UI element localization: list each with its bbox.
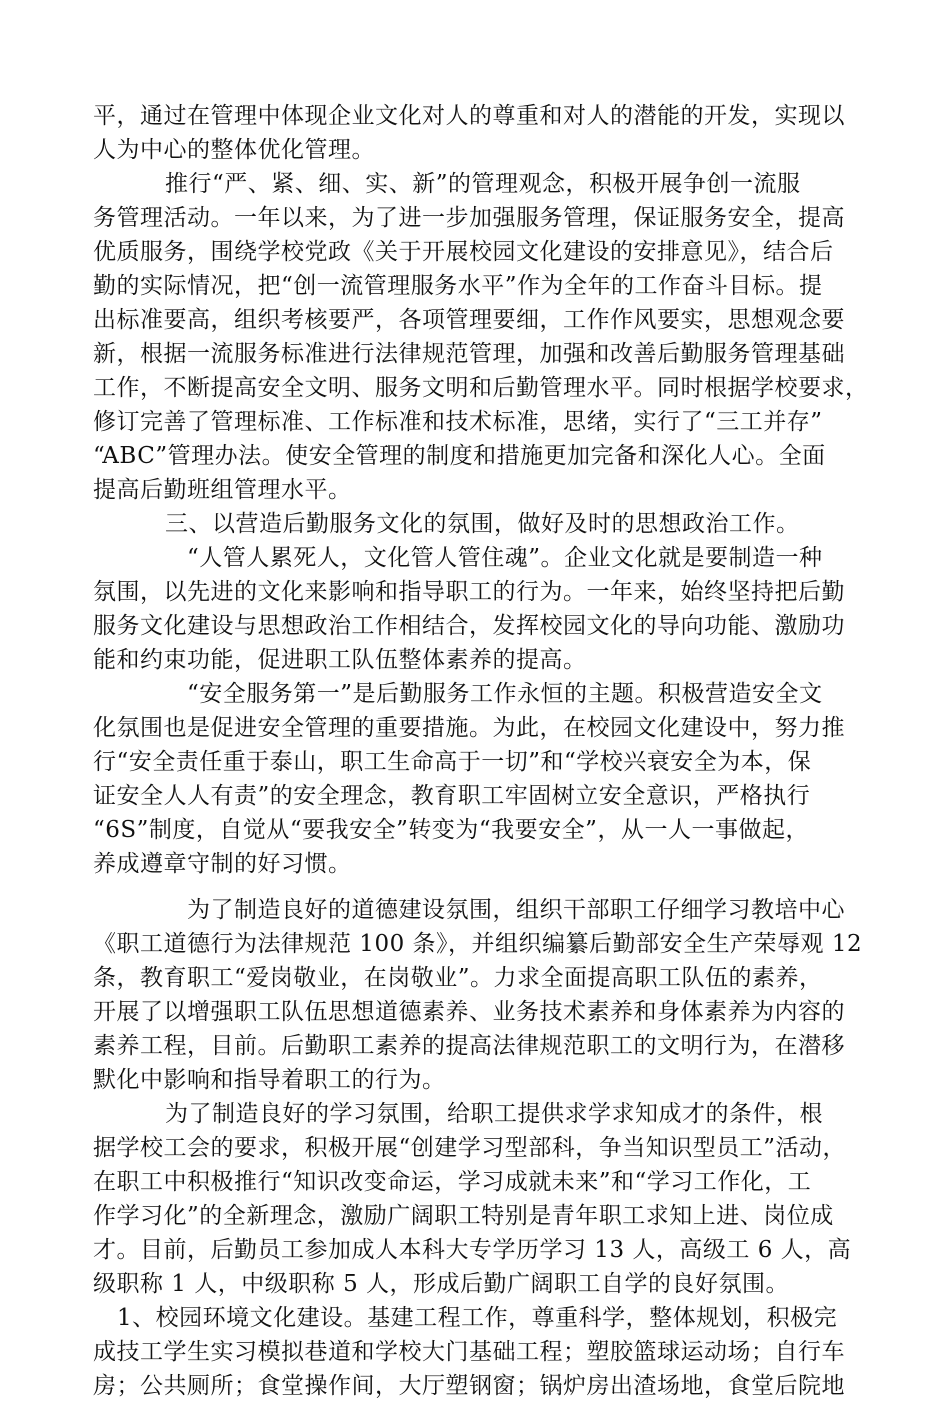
text-line: 修订完善了管理标准、工作标准和技术标准，思绪，实行了“三工并存” — [93, 409, 823, 435]
text-line: 平，通过在管理中体现企业文化对人的尊重和对人的潜能的开发，实现以 — [93, 103, 845, 129]
text-line: 人为中心的整体优化管理。 — [93, 137, 375, 163]
paragraph-start: 为了制造良好的道德建设氛围，组织干部职工仔细学习教培中心 — [187, 897, 845, 923]
text-line: “6S”制度，自觉从“要我安全”转变为“我要安全”，从一人一事做起， — [93, 817, 809, 843]
text-line: 优质服务，围绕学校党政《关于开展校园文化建设的安排意见》，结合后 — [93, 239, 834, 265]
text-line: 工作，不断提高安全文明、服务文明和后勤管理水平。同时根据学校要求， — [93, 375, 869, 401]
paragraph-start: “人管人累死人，文化管人管住魂”。企业文化就是要制造一种 — [187, 545, 823, 571]
text-line: 服务文化建设与思想政治工作相结合，发挥校园文化的导向功能、激励功 — [93, 613, 845, 639]
document-body — [93, 99, 883, 1403]
text-line: 行“安全责任重于泰山，职工生命高于一切”和“学校兴衰安全为本，保 — [93, 749, 812, 775]
text-line: 新，根据一流服务标准进行法律规范管理，加强和改善后勤服务管理基础 — [93, 341, 845, 367]
text-line: 能和约束功能，促进职工队伍整体素养的提高。 — [93, 647, 587, 673]
text-line: 级职称 1 人，中级职称 5 人，形成后勤广阔职工自学的良好氛围。 — [93, 1271, 790, 1297]
text-line: 才。目前，后勤员工参加成人本科大专学历学习 13 人，高级工 6 人，高 — [93, 1237, 852, 1263]
paragraph-start: 1、校园环境文化建设。基建工程工作，尊重科学，整体规划，积极完 — [117, 1305, 838, 1331]
text-line: 开展了以增强职工队伍思想道德素养、业务技术素养和身体素养为内容的 — [93, 999, 845, 1025]
text-line: 提高后勤班组管理水平。 — [93, 477, 352, 503]
text-line: 房；公共厕所；食堂操作间，大厅塑钢窗；锅炉房出渣场地，食堂后院地 — [93, 1373, 845, 1399]
section-heading: 三、以营造后勤服务文化的氛围，做好及时的思想政治工作。 — [165, 511, 800, 537]
text-line: 据学校工会的要求，积极开展“创建学习型部科，争当知识型员工”活动， — [93, 1135, 847, 1161]
text-line: 养成遵章守制的好习惯。 — [93, 851, 352, 877]
paragraph-start: 为了制造良好的学习氛围，给职工提供求学求知成才的条件，根 — [165, 1101, 823, 1127]
text-line: “ABC”管理办法。使安全管理的制度和措施更加完备和深化人心。全面 — [93, 443, 826, 469]
text-line: 默化中影响和指导着职工的行为。 — [93, 1067, 446, 1093]
text-line: 作学习化”的全新理念，激励广阔职工特别是青年职工求知上进、岗位成 — [93, 1203, 834, 1229]
text-line: 成技工学生实习模拟巷道和学校大门基础工程；塑胶篮球运动场；自行车 — [93, 1339, 845, 1365]
text-line: 在职工中积极推行“知识改变命运，学习成就未来”和“学习工作化，工 — [93, 1169, 812, 1195]
text-line: 化氛围也是促进安全管理的重要措施。为此，在校园文化建设中，努力推 — [93, 715, 845, 741]
text-line: 证安全人人有责”的安全理念，教育职工牢固树立安全意识，严格执行 — [93, 783, 811, 809]
text-line: 勤的实际情况，把“创一流管理服务水平”作为全年的工作奋斗目标。提 — [93, 273, 823, 299]
text-line: 《职工道德行为法律规范 100 条》，并组织编纂后勤部安全生产荣辱观 12 — [93, 931, 863, 957]
paragraph-start: “安全服务第一”是后勤服务工作永恒的主题。积极营造安全文 — [187, 681, 823, 707]
text-line: 务管理活动。一年以来，为了进一步加强服务管理，保证服务安全，提高 — [93, 205, 845, 231]
text-line: 素养工程，目前。后勤职工素养的提高法律规范职工的文明行为，在潜移 — [93, 1033, 845, 1059]
text-line: 氛围，以先进的文化来影响和指导职工的行为。一年来，始终坚持把后勤 — [93, 579, 845, 605]
text-line: 出标准要高，组织考核要严，各项管理要细，工作作风要实，思想观念要 — [93, 307, 845, 333]
text-line: 条，教育职工“爱岗敬业，在岗敬业”。力求全面提高职工队伍的素养， — [93, 965, 823, 991]
paragraph-start: 推行“严、紧、细、实、新”的管理观念，积极开展争创一流服 — [165, 171, 801, 197]
